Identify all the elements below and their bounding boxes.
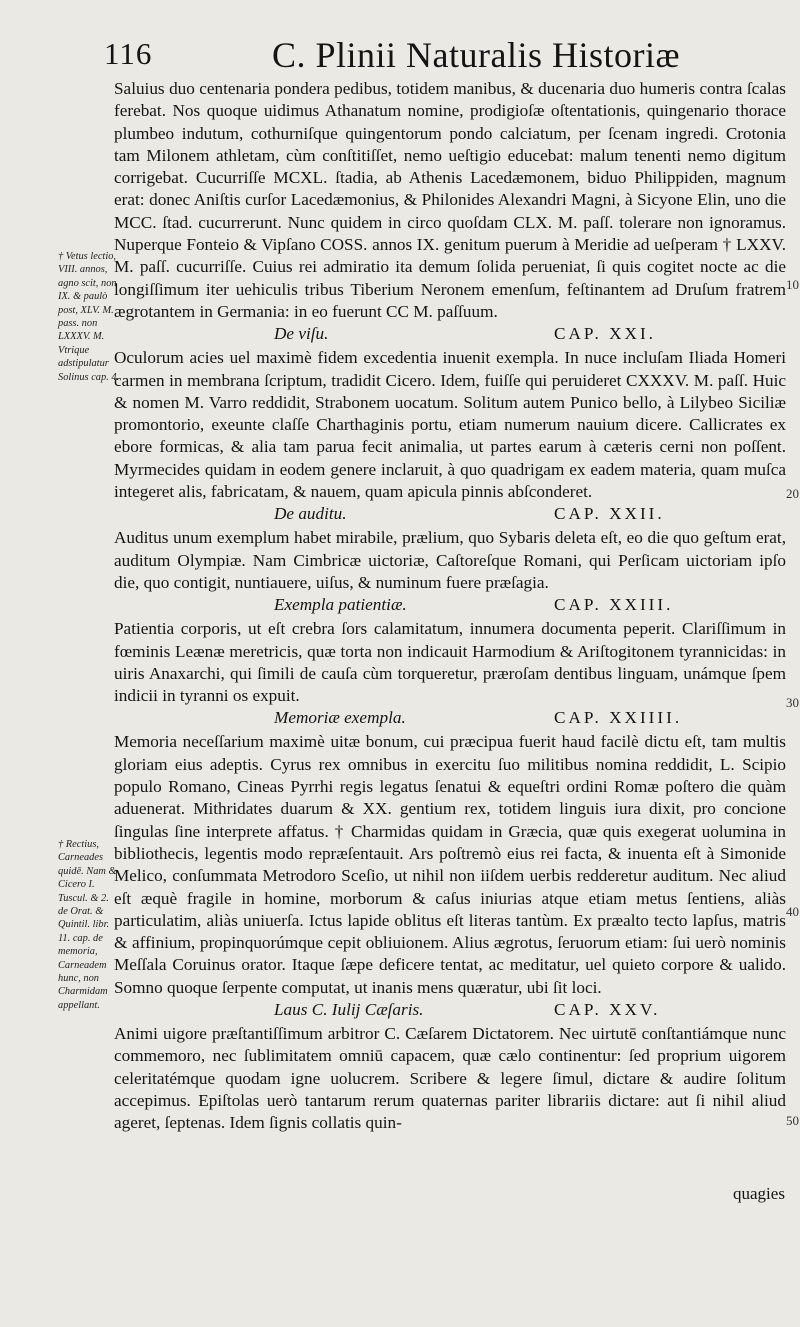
heading-title: De auditu. xyxy=(274,504,347,524)
chapter-heading-de-visu xyxy=(114,323,786,347)
heading-title: De viſu. xyxy=(274,324,329,344)
line-number-10: 10 xyxy=(786,277,799,292)
heading-cap: CAP. XXIII. xyxy=(554,595,674,615)
paragraph-patientia: Patientia corporis, ut eſt crebra ſors calamitatum, innumera documenta peperit. Clariſſimum in fœminis Leænæ meretricis, quæ torta non indicauit Harmodium & Ariſtogitonem tyrannicidas: in uiris Anaxarchi, qui ſimili de cauſa cùm torqueretur, præroſam dentibus linguam, unámque ſpem indicii in tyranni os expuit. xyxy=(114,619,786,706)
paragraph-memoria: Memoria neceſſarium maximè uitæ bonum, cui præcipua fuerit haud facilè dictu eſt, tam multis gloriam eius adeptis. Cyrus rex omnibus in exercitu ſuo militibus nomina reddidit, L. Scipio populo Romano, Cineas Pyrrhi regis legatus ſenatui & equeſtri ordini Romæ poſtero die quàm aduenerat. Mithridates duarum & XX. gentium rex, totidem linguis iura dixit, pro concione ſingulas ſine interprete affatus. † Charmidas quidam in Græcia, quæ quis exegerat uolumina in bibliothecis, legentis modo repræſentauit. Ars poſtremò eius rei facta, & inuenta eſt à Simonide Melico, conſummata Metrodoro Sceſio, ut nihil non iiſdem uerbis redderetur auditum. Nec aliud eſt æquè fragile in homine, morborum & caſus iniurias atque etiam metus ſentiens, aliàs particulatim, aliàs uniuerſa. Ictus lapide oblitus eſt literas tantùm. Ex præalto tecto lapſus, matris & affinium, propinquorúmque cepit obliuionem. Alius ægrotus, ſeruorum etiam: ſui uerò nominis Meſſala Coruinus orator. Itaque ſæpe deficere tentat, ac meditatur, uel quieto corpore & ualido. Somno quoque ſerpente computat, ut inanis mens quæratur, ubi ſit loci. xyxy=(114,732,786,997)
paragraph-auditus: Auditus unum exemplum habet mirabile, prælium, quo Sybaris deleta eſt, eo die quo geſtum erat, auditum Olympiæ. Nam Cimbricæ uictoriæ, Caſtoreſque Romani, qui Perſicam uictoriam ipſo die, quo contigit, nuntiauere, uiſus, & numinum fuere præſagia. xyxy=(114,528,786,592)
paragraph-animi: Animi uigore præſtantiſſimum arbitror C. Cæſarem Dictatorem. Nec uirtutē conſtantiámque nunc commemoro, nec ſublimitatem omniū capacem, quæ cælo continentur: ſed proprium uigorem celeritatémque quodam igne uolucrem. Scribere & legere ſimul, dictare & audire ſolitum accepimus. Epiſtolas uerò tantarum rerum quaternas pariter librariis dictare: aut ſi nihil aliud ageret, ſeptenas. Idem ſignis collatis quin- xyxy=(114,1023,786,1133)
heading-title: Exempla patientiæ. xyxy=(274,595,407,615)
margin-note-rectius: † Rectius, Carneades quidē. Nam & Cicero I. Tuscul. & 2. de Orat. & Quintil. libr. 11. cap. de memoria, Carneadem hunc, non Charmidam appellant. xyxy=(58,839,117,1011)
line-number-20: 20 xyxy=(786,486,799,501)
chapter-heading-patientia xyxy=(114,594,786,618)
heading-cap: CAP. XXV. xyxy=(554,999,661,1019)
line-number-30: 30 xyxy=(786,695,799,710)
chapter-heading-laus-caesaris xyxy=(114,999,786,1023)
main-text xyxy=(114,78,786,1134)
paragraph-text: Oculorum acies uel maximè fidem excedentia inuenit exempla. In nuce incluſam Iliada Homeri carmen in membrana ſcriptum, tradidit Cicero. Idem, fuiſſe qui peruideret CXXXV. M. paſſ. Huic & nomen M. Varro reddidit, Strabonem uocatum. Solitum autem Punico bello, à Lilybeo Siciliæ promontorio, exeunte claſſe Charthaginis portu, etiam numerum nauium dicere. Callicrates ex ebore formicas, & alia tam parua fecit animalia, ut partes earum à cæteris cerni non poſſent. Myrmecides quidam in eodem genere inclaruit, à quo quadrigam ex eadem materia, quam muſca integeret alis, fabricatam, & nauem, quam apicula pinnis abſconderet. xyxy=(114,348,786,502)
heading-cap: CAP. XXII. xyxy=(554,504,665,524)
paragraph-saluius: Saluius duo centenaria pondera pedibus, totidem manibus, & ducenaria duo humeris contra ſcalas ferebat. Nos quoque uidimus Athanatum nomine, prodigioſæ oſtentationis, quingenario thorace plumbeo indutum, cothurniſque quingentorum pondo calciatum, per ſcenam ingredi. Crotonia tam Milonem athletam, cùm conſtitiſſet, nemo ueſtigio educebat: malum tenenti nemo digitum corrigebat. Cucurriſſe MCXL. ſtadia, ab Athenis Lacedæmonem, biduo Philippiden, magnum erat: donec Aniſtis curſor Lacedæmonius, & Philonides Alexandri Magni, à Sicyone Elin, uno die MCC. ſtad. cucurrerunt. Nunc quidem in circo quoſdam CLX. M. paſſ. tolerare non ignoramus. Nuperque Fonteio & Vipſano COSS. annos IX. genitum puerum à Meridie ad ueſperam † LXXV. M. paſſ. cucurriſſe. Cuius rei admiratio ita demum ſolida perueniat, ſi quis cogitet nocte ac die longiſſimum iter uehiculis tribus Tiberium Neronem emenſum, feſtinantem ad Druſum fratrem ægrotantem in Germania: in eo fuerunt CC M. paſſuum. xyxy=(114,79,786,321)
paragraph-oculorum xyxy=(114,347,786,503)
catchword: quagies xyxy=(733,1184,785,1203)
heading-cap: CAP. XXIIII. xyxy=(554,708,683,728)
margin-note-vetus-lectio: † Vetus lectio, VIII. annos, agno scit, non IX. & paulò post, XLV. M. pass. non LXXXV. M. Vtrique adstipulatur Solinus cap. 4. xyxy=(58,251,120,383)
heading-title: Memoriæ exempla. xyxy=(274,708,406,728)
heading-title: Laus C. Iulij Cæſaris. xyxy=(274,999,424,1019)
line-number-50: 50 xyxy=(786,1113,799,1128)
heading-cap: CAP. XXI. xyxy=(554,324,656,344)
line-number-40: 40 xyxy=(786,904,799,919)
chapter-heading-memoria xyxy=(114,707,786,731)
chapter-heading-de-auditu xyxy=(114,503,786,527)
page-number: 116 xyxy=(104,36,153,71)
running-title: C. Plinii Naturalis Historiæ xyxy=(272,35,681,75)
